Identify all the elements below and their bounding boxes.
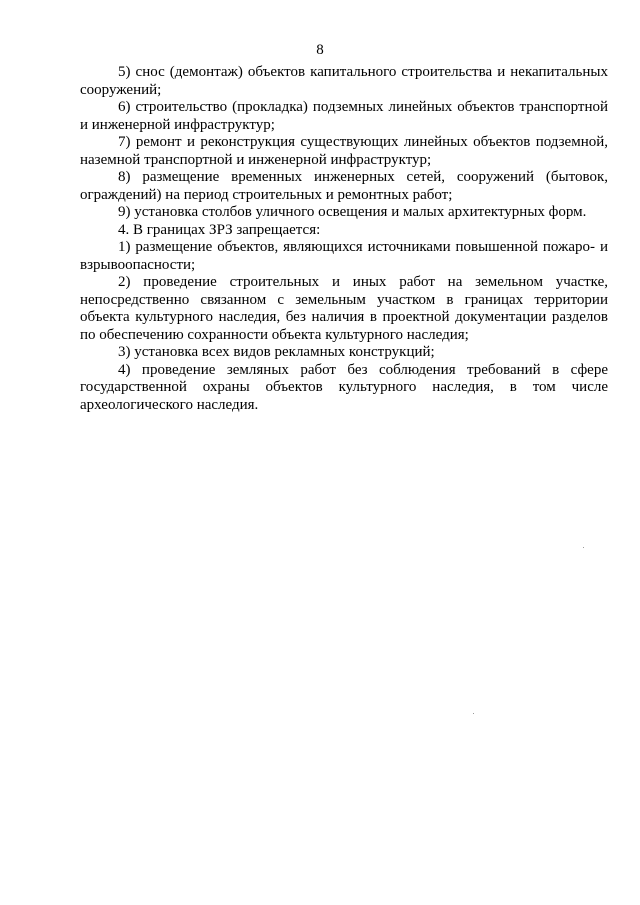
prohibition-item-3-advertising: 3) установка всех видов рекламных конструкций; xyxy=(118,344,435,360)
list-item-9-street-lighting: 9) установка столбов уличного освещения и малых архитектурных форм. xyxy=(118,204,587,220)
list-item-8-temporary-networks: 8) размещение временных инженерных сетей, сооружений (бытовок, ограждений) на период строительных и ремонтных работ; xyxy=(80,169,608,203)
list-item-6-underground-construction: 6) строительство (прокладка) подземных линейных объектов транспортной и инженерной инфраструктур; xyxy=(80,99,608,133)
page-number: 8 xyxy=(316,42,324,58)
list-item-5-demolition: 5) снос (демонтаж) объектов капитального строительства и некапитальных сооружений; xyxy=(80,64,608,98)
section-heading-prohibitions: 4. В границах ЗРЗ запрещается: xyxy=(118,221,321,238)
scan-speck xyxy=(473,713,474,714)
scan-speck xyxy=(583,547,584,548)
prohibition-item-1-fire-hazard: 1) размещение объектов, являющихся источниками повышенной пожаро- и взрывоопасности; xyxy=(80,239,608,273)
prohibition-item-2-construction-works: 2) проведение строительных и иных работ на земельном участке, непосредственно связанном с земельным участком в границах территории объекта культурного наследия, без наличия в проектной документации разделов по обеспечению сохранности объекта культурного наследия; xyxy=(80,274,608,343)
prohibition-item-4-earthworks: 4) проведение земляных работ без соблюдения требований в сфере государственной охраны объектов культурного наследия, в том числе археологического наследия. xyxy=(80,361,608,413)
list-item-7-repair-reconstruction: 7) ремонт и реконструкция существующих линейных объектов подземной, наземной транспортной и инженерной инфраструктур; xyxy=(80,134,608,168)
document-body xyxy=(80,64,608,414)
